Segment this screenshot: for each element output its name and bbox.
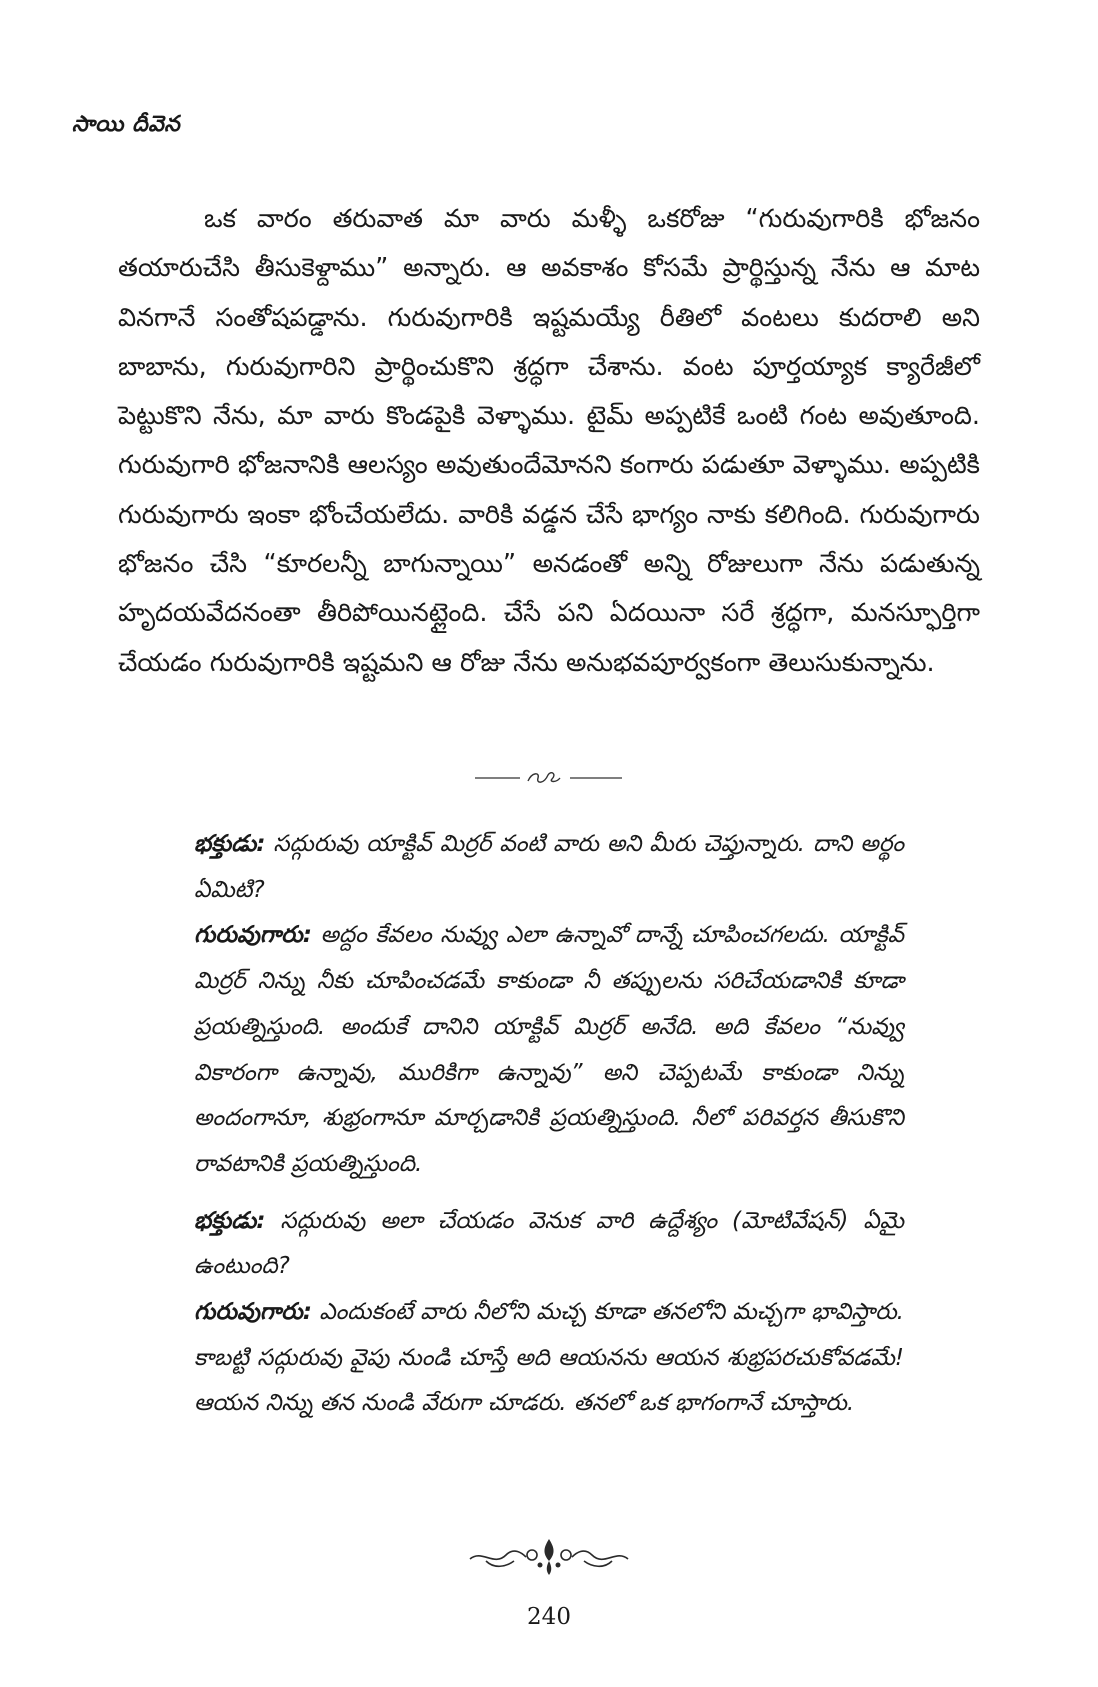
qa-text: అద్దం కేవలం నువ్వు ఎలా ఉన్నావో దాన్నే చూపించగలదు. యాక్టివ్ మిర్రర్ నిన్ను నీకు చూపించడమే కాకుండా నీ తప్పులను సరిచేయడానికి కూడా ప్రయత్నిస్తుంది. అందుకే దానిని యాక్టివ్ మిర్రర్ అనేది. అది కేవలం “నువ్వు వికారంగా ఉన్నావు, మురికిగా ఉన్నావు” అని చెప్పటమే కాకుండా నిన్ను అందంగానూ, శుభ్రంగానూ మార్చడానికి ప్రయత్నిస్తుంది. నీలో పరివర్తన తీసుకొని రావటానికి ప్రయత్నిస్తుంది. [194, 922, 904, 1177]
section-divider-flourish [0, 766, 1098, 788]
running-header-title: సాయి దీవెన [72, 112, 181, 137]
qa-text: సద్గురువు యాక్టివ్ మిర్రర్ వంటి వారు అని మీరు చెప్తున్నారు. దాని అర్థం ఏమిటి? [194, 831, 904, 903]
qa-entry [194, 1290, 904, 1427]
qa-speaker-guru: గురువుగారు: [194, 922, 312, 949]
story-section [118, 195, 980, 688]
qa-entry [194, 913, 904, 1187]
end-ornament-icon [0, 1533, 1098, 1579]
story-paragraph: ఒక వారం తరువాత మా వారు మళ్ళీ ఒకరోజు “గురువుగారికి భోజనం తయారుచేసి తీసుకెళ్దాము” అన్నారు. ఆ అవకాశం కోసమే ప్రార్థిస్తున్న నేను ఆ మాట వినగానే సంతోషపడ్డాను. గురువుగారికి ఇష్టమయ్యే రీతిలో వంటలు కుదరాలి అని బాబాను, గురువుగారిని ప్రార్థించుకొని శ్రద్ధగా చేశాను. వంట పూర్తయ్యాక క్యారేజీలో పెట్టుకొని నేను, మా వారు కొండపైకి వెళ్ళాము. టైమ్ అప్పటికే ఒంటి గంట అవుతూంది. గురువుగారి భోజనానికి ఆలస్యం అవుతుందేమోనని కంగారు పడుతూ వెళ్ళాము. అప్పటికి గురువుగారు ఇంకా భోంచేయలేదు. వారికి వడ్డన చేసే భాగ్యం నాకు కలిగింది. గురువుగారు భోజనం చేసి “కూరలన్నీ బాగున్నాయి” అనడంతో అన్ని రోజులుగా నేను పడుతున్న హృదయవేదనంతా తీరిపోయినట్లైంది. చేసే పని ఏదయినా సరే శ్రద్ధగా, మనస్ఫూర్తిగా చేయడం గురువుగారికి ఇష్టమని ఆ రోజు నేను అనుభవపూర్వకంగా తెలుసుకున్నాను. [118, 204, 980, 678]
qa-speaker-devotee: భక్తుడు: [194, 1207, 266, 1234]
qa-speaker-guru: గురువుగారు: [194, 1299, 312, 1326]
qa-text: ఎందుకంటే వారు నీలోని మచ్చ కూడా తనలోని మచ్చగా భావిస్తారు. కాబట్టి సద్గురువు వైపు నుండి చూస్తే అది ఆయనను ఆయన శుభ్రపరచుకోవడమే! ఆయన నిన్ను తన నుండి వేరుగా చూడరు. తనలో ఒక భాగంగానే చూస్తారు. [194, 1299, 904, 1417]
qa-text: సద్గురువు అలా చేయడం వెనుక వారి ఉద్దేశ్యం (మోటివేషన్) ఏమై ఉంటుంది? [194, 1207, 904, 1280]
qa-entry [194, 1199, 904, 1290]
qa-speaker-devotee: భక్తుడు: [194, 831, 266, 857]
page-number: 240 [527, 1604, 571, 1630]
qa-section [194, 822, 904, 1427]
qa-entry [194, 822, 904, 913]
